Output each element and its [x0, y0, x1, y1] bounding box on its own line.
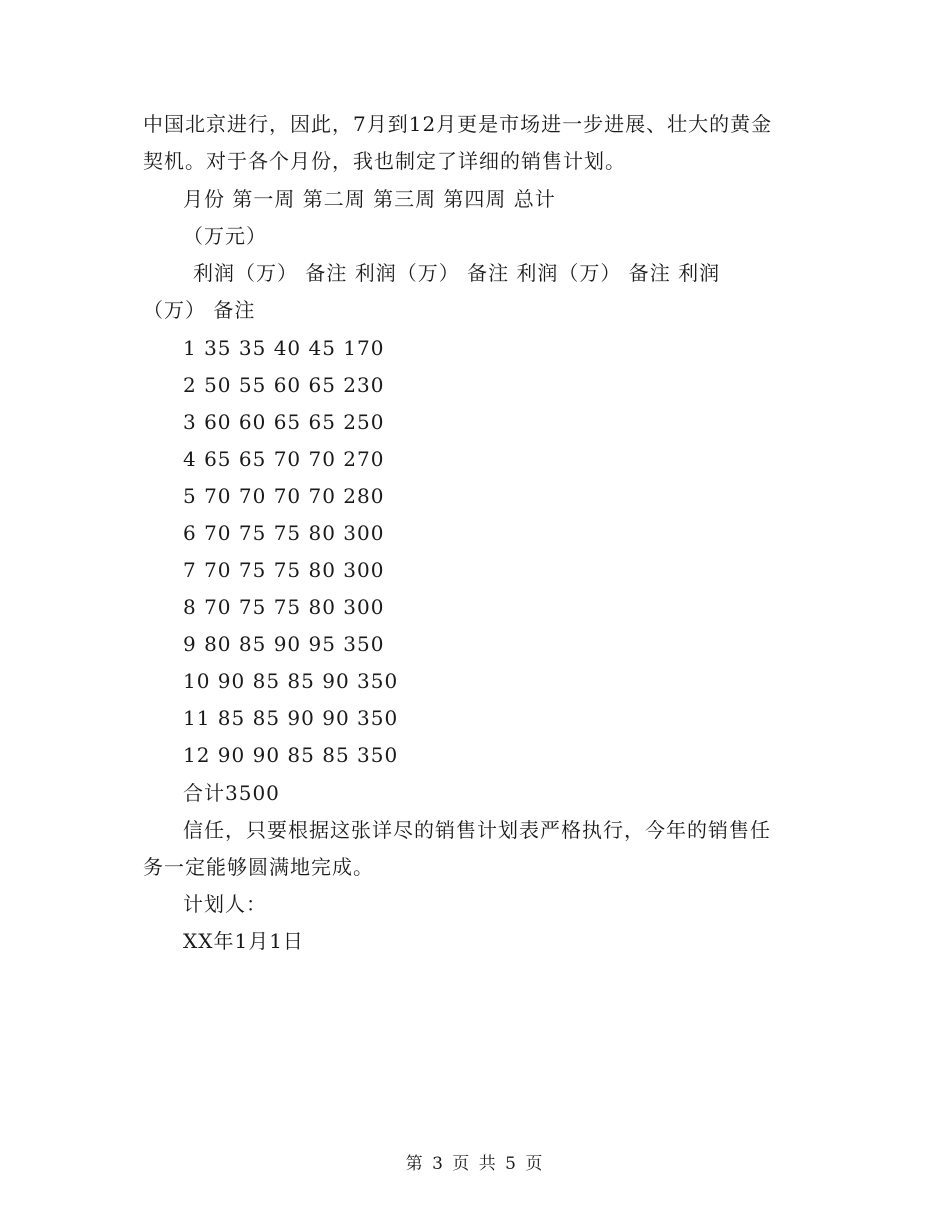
table-total: 合计3500: [183, 781, 280, 805]
intro-line-2: 契机。对于各个月份，我也制定了详细的销售计划。: [143, 149, 626, 173]
table-row: 9 80 85 90 95 350: [183, 632, 385, 656]
table-row: 12 90 90 85 85 350: [183, 743, 399, 767]
table-row: 10 90 85 85 90 350: [183, 669, 399, 693]
closing-line-1: 信任，只要根据这张详尽的销售计划表严格执行，今年的销售任: [183, 818, 771, 842]
table-row: 8 70 75 75 80 300: [183, 595, 385, 619]
table-row: 2 50 55 60 65 230: [183, 373, 385, 397]
plan-date: XX年1月1日: [183, 929, 304, 953]
page-number-footer: 第 3 页 共 5 页: [405, 1154, 545, 1174]
table-row: 4 65 65 70 70 270: [183, 447, 385, 471]
table-row: 6 70 75 75 80 300: [183, 521, 385, 545]
closing-line-2: 务一定能够圆满地完成。: [143, 855, 374, 879]
planner-label: 计划人：: [183, 892, 267, 916]
table-row: 11 85 85 90 90 350: [183, 706, 399, 730]
table-row: 1 35 35 40 45 170: [183, 336, 385, 360]
table-row: 5 70 70 70 70 280: [183, 484, 385, 508]
table-row: 7 70 75 75 80 300: [183, 558, 385, 582]
table-header-line-4: （万） 备注: [143, 298, 256, 322]
table-header-line-2: （万元）: [183, 224, 267, 248]
intro-line-1: 中国北京进行，因此，7月到12月更是市场进一步进展、壮大的黄金: [143, 112, 773, 136]
table-header-line-3: 利润（万） 备注 利润（万） 备注 利润（万） 备注 利润: [193, 261, 721, 285]
table-header-line-1: 月份 第一周 第二周 第三周 第四周 总计: [183, 187, 556, 211]
table-row: 3 60 60 65 65 250: [183, 410, 385, 434]
